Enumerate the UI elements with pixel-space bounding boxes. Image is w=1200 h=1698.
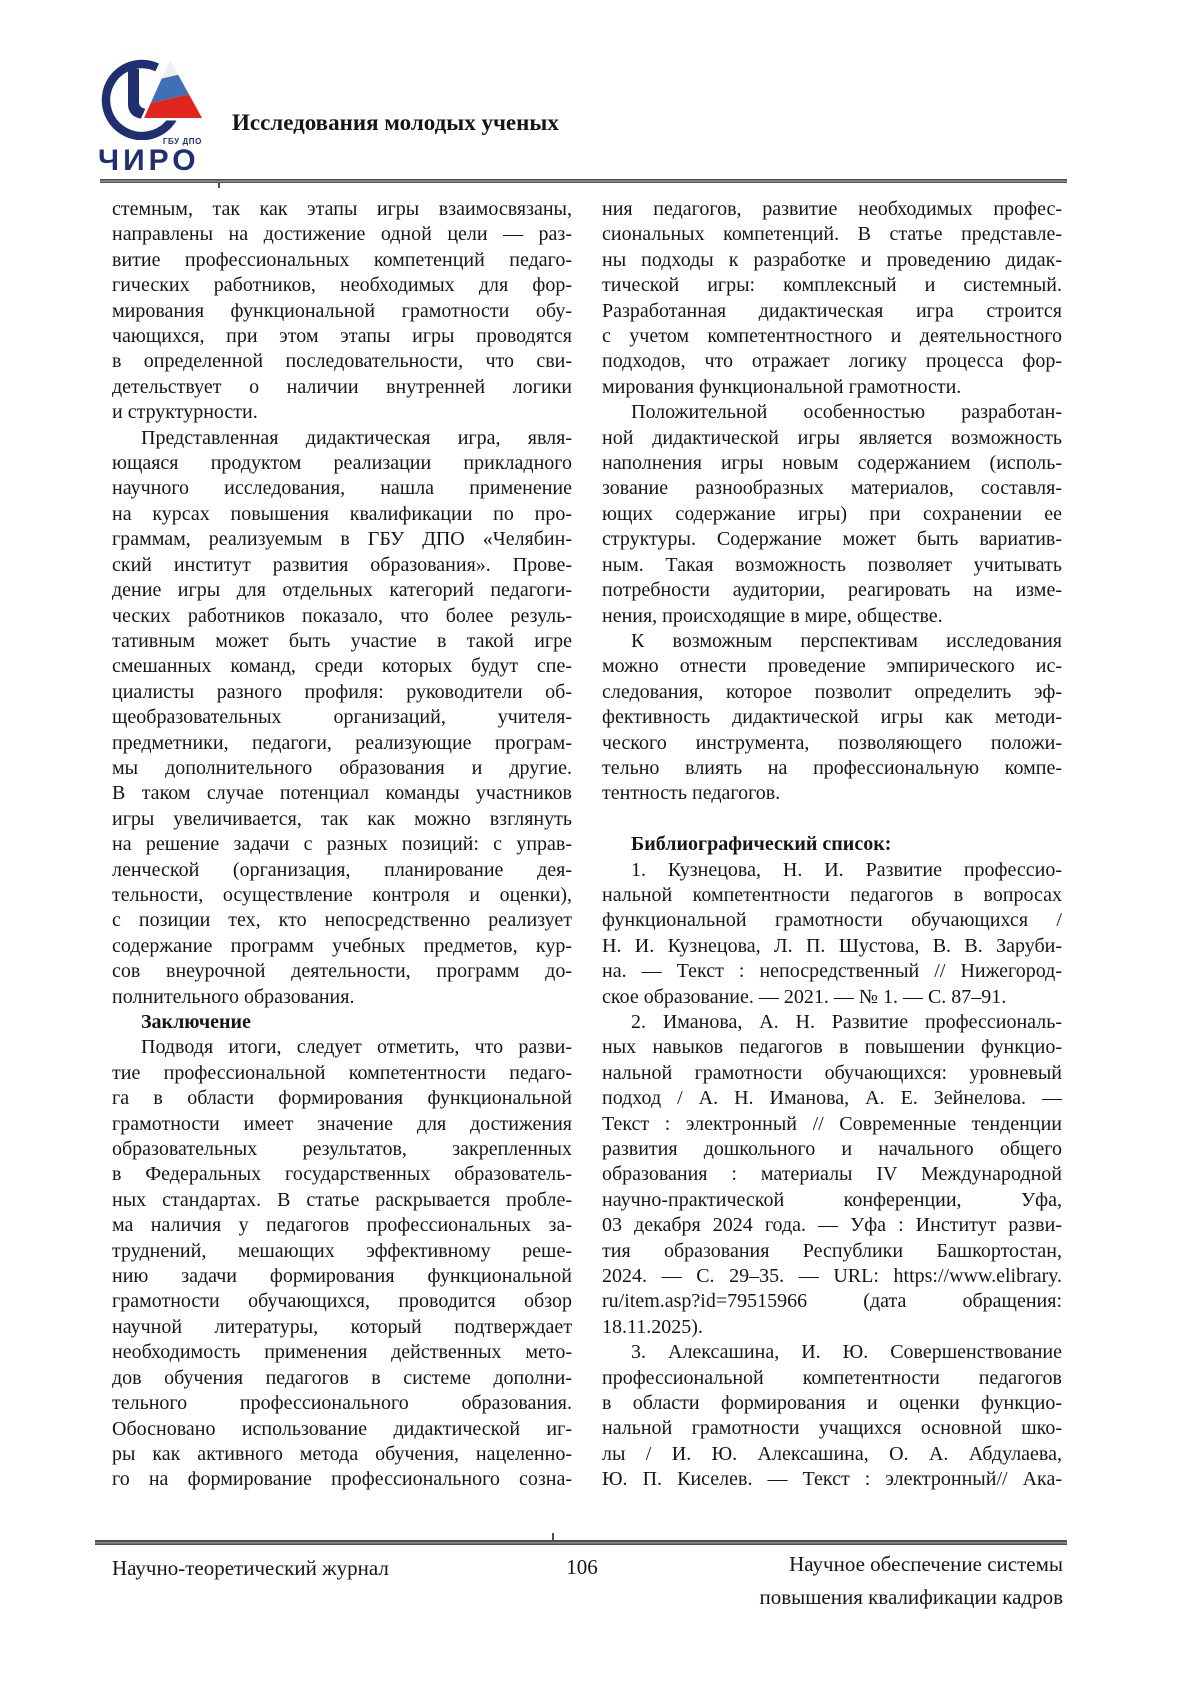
text-line: профессиональной компетентности педагогов [602, 1366, 1062, 1389]
text-line: ское образование. — 2021. — № 1. — С. 87–91. [602, 985, 1007, 1008]
text-line: циалисты разного профиля: руководители об- [112, 680, 572, 703]
header-divider-tick [218, 183, 220, 188]
text-line: нальной грамотности учащихся основной шко- [602, 1417, 1062, 1440]
text-line: научно-практической конференции, Уфа, [602, 1188, 1062, 1211]
text-line: тативным может быть участие в такой игре [112, 629, 572, 652]
text-line: граммам, реализуемым в ГБУ ДПО «Челябин- [112, 528, 572, 551]
logo-org-type-label: ГБУ ДПО [162, 137, 202, 146]
text-line: 2. Иманова, А. Н. Развитие профессиональ- [631, 1010, 1062, 1033]
text-line: тельного профессионального образования. [112, 1392, 572, 1415]
text-line: полнительного образования. [112, 985, 355, 1008]
text-line: зование разнообразных материалов, составля- [602, 477, 1062, 500]
text-line: ющих содержание игры) при сохранении ее [602, 502, 1062, 525]
text-line: с учетом компетентностного и деятельностного [602, 325, 1062, 348]
text-line: тической игры: комплексный и системный. [602, 274, 1062, 297]
text-line: в области формирования и оценки функцио- [602, 1392, 1062, 1415]
text-line: дов обучения педагогов в системе дополни- [112, 1366, 572, 1389]
text-line: на. — Текст : непосредственный // Нижегород- [602, 960, 1062, 983]
text-line: мирования функциональной грамотности обу- [112, 299, 572, 322]
footer-page-number: 106 [566, 1555, 598, 1579]
footer-journal-title-line1: Научное обеспечение системы [789, 1552, 1063, 1576]
footer-divider [95, 1540, 1067, 1545]
paragraph [112, 197, 572, 426]
text-line: детельствует о наличии внутренней логики [112, 375, 572, 398]
text-line: тие профессиональной компетентности педаго- [112, 1061, 572, 1084]
text-line: 1. Кузнецова, Н. И. Развитие профессио- [631, 858, 1062, 881]
text-line: Разработанная дидактическая игра строится [602, 299, 1062, 322]
text-line: образования : материалы IV Международной [602, 1163, 1062, 1186]
text-line: содержание программ учебных предметов, кур- [112, 934, 572, 957]
text-line: Представленная дидактическая игра, явля- [141, 426, 572, 449]
right-column [602, 197, 1062, 1493]
text-line: ния педагогов, развитие необходимых профес- [602, 198, 1062, 220]
text-line: смешанных команд, среди которых будут спе- [112, 655, 572, 678]
paragraph [602, 400, 1062, 629]
text-line: 2024. — С. 29–35. — URL: https://www.elibrary. [602, 1265, 1062, 1288]
text-line: Библиографический список: [631, 833, 892, 856]
text-line: мирования функциональной грамотности. [602, 375, 962, 398]
text-line: ной дидактической игры является возможность [602, 426, 1062, 449]
chiro-logo [98, 54, 212, 176]
text-line: труднений, мешающих эффективному реше- [112, 1239, 572, 1262]
text-line: в Федеральных государственных образователь- [112, 1163, 572, 1186]
text-line: чающихся, при этом этапы игры проводятся [112, 325, 572, 348]
paragraph [112, 426, 572, 1010]
text-line: развития дошкольного и начального общего [602, 1138, 1062, 1161]
text-line: ющаяся продуктом реализации прикладного [112, 452, 572, 475]
text-line: с позиции тех, кто непосредственно реализует [112, 909, 572, 932]
text-line: необходимость применения действенных мето- [112, 1341, 572, 1364]
footer-journal-type: Научно-теоретический журнал [112, 1556, 389, 1580]
text-line: научного исследования, нашла применение [112, 477, 572, 500]
text-line: гических работников, необходимых для фор- [112, 274, 572, 297]
text-line: Ю. П. Киселев. — Текст : электронный// Ака- [602, 1468, 1062, 1491]
text-line: тельности, осуществление контроля и оценки), [112, 883, 572, 906]
text-line: 03 декабря 2024 года. — Уфа : Институт разви- [602, 1214, 1062, 1237]
text-line: ческого инструмента, позволяющего положи- [602, 731, 1062, 754]
text-line: подход / А. Н. Иманова, А. Е. Зейнелова. — [602, 1087, 1062, 1110]
footer-divider-tick [552, 1533, 554, 1540]
logo-acronym-label: ЧИРО [98, 144, 200, 177]
text-line: ческих работников показало, что более резуль- [112, 604, 572, 627]
text-line: тия образования Республики Башкортостан, [602, 1239, 1062, 1262]
paragraph [602, 1340, 1062, 1492]
footer-journal-title [663, 1548, 1063, 1614]
paragraph [112, 1035, 572, 1492]
text-line: игры увеличивается, так как можно взглянуть [112, 807, 572, 830]
text-line: нальной компетентности педагогов в вопросах [602, 883, 1062, 906]
paragraph [602, 1010, 1062, 1340]
text-line: Обосновано использование дидактической иг- [112, 1417, 572, 1440]
text-line: ных навыков педагогов в повышении функцио- [602, 1036, 1062, 1059]
text-line: и структурности. [112, 401, 258, 424]
section-title: Исследования молодых ученых [232, 110, 559, 135]
header-divider [100, 179, 1067, 183]
text-line: ленческой (организация, планирование дея- [112, 858, 572, 881]
text-line: га в области формирования функциональной [112, 1087, 572, 1110]
text-line: щеобразовательных организаций, учителя- [112, 706, 572, 729]
text-line: лы / И. Ю. Алексашина, О. А. Абдулаева, [602, 1442, 1062, 1465]
text-line: можно отнести проведение эмпирического ис- [602, 655, 1062, 678]
text-line: тентность педагогов. [602, 782, 781, 805]
text-line: стемным, так как этапы игры взаимосвязаны, [112, 198, 572, 220]
text-line: научной литературы, который подтверждает [112, 1315, 572, 1338]
section-heading [112, 1010, 572, 1035]
text-line: направлены на достижение одной цели — раз- [112, 223, 572, 246]
text-line: сиональных компетенций. В статье представле- [602, 223, 1062, 246]
text-line: нения, происходящие в мире, обществе. [602, 604, 943, 627]
paragraph [602, 858, 1062, 1010]
text-line: Н. И. Кузнецова, Л. П. Шустова, В. В. Заруби- [602, 934, 1062, 957]
section-heading [602, 832, 1062, 857]
text-line: ры как активного метода обучения, нацеленно- [112, 1442, 572, 1465]
text-line: ru/item.asp?id=79515966 (дата обращения: [602, 1290, 1062, 1313]
text-line: ма наличия у педагогов профессиональных за- [112, 1214, 572, 1237]
text-line: го на формирование профессионального созна- [112, 1468, 572, 1491]
text-line: дение игры для отдельных категорий педагоги- [112, 579, 572, 602]
paragraph [602, 197, 1062, 400]
text-line: подходов, что отражает логику процесса фор- [602, 350, 1062, 373]
text-line: Текст : электронный // Современные тенденции [602, 1112, 1062, 1135]
text-line: предметники, педагоги, реализующие програм- [112, 731, 572, 754]
text-line: ных стандартах. В статье раскрывается пробле- [112, 1188, 572, 1211]
text-line: нию задачи формирования функциональной [112, 1265, 572, 1288]
chiro-emblem-icon [98, 54, 212, 140]
text-line: нальной грамотности обучающихся: уровневый [602, 1061, 1062, 1084]
text-line: тельно влиять на профессиональную компе- [602, 756, 1062, 779]
text-line: на курсах повышения квалификации по про- [112, 502, 572, 525]
text-line: Подводя итоги, следует отметить, что разви- [141, 1036, 572, 1059]
text-line: Положительной особенностью разработан- [631, 401, 1062, 424]
text-line: Заключение [141, 1011, 251, 1033]
text-line: образовательных результатов, закрепленных [112, 1138, 572, 1161]
text-line: 18.11.2025). [602, 1315, 703, 1338]
text-line: ны подходы к разработке и проведению дидак- [602, 248, 1062, 271]
text-line: витие профессиональных компетенций педаго- [112, 248, 572, 271]
text-line: потребности аудитории, реагировать на изме- [602, 579, 1062, 602]
text-line: грамотности имеет значение для достижения [112, 1112, 572, 1135]
text-line: сов внеурочной деятельности, программ до- [112, 960, 572, 983]
text-line: следования, которое позволит определить эф- [602, 680, 1062, 703]
text-line: 3. Алексашина, И. Ю. Совершенствование [631, 1341, 1062, 1364]
text-line: ский институт развития образования». Прове- [112, 553, 572, 576]
footer-journal-title-line2: повышения квалификации кадров [759, 1585, 1063, 1609]
text-line: фективность дидактической игры как методи- [602, 706, 1062, 729]
text-line: структуры. Содержание может быть вариатив- [602, 528, 1062, 551]
text-line: наполнения игры новым содержанием (исполь- [602, 452, 1062, 475]
text-line: мы дополнительного образования и другие. [112, 756, 572, 779]
text-line: на решение задачи с разных позиций: с управ- [112, 833, 572, 856]
text-line: в определенной последовательности, что сви- [112, 350, 572, 373]
text-line: грамотности обучающихся, проводится обзор [112, 1290, 572, 1313]
left-column [112, 197, 572, 1493]
text-line: функциональной грамотности обучающихся / [602, 909, 1062, 932]
text-line: К возможным перспективам исследования [631, 629, 1062, 652]
article-body [112, 197, 1062, 1493]
text-line: ным. Такая возможность позволяет учитывать [602, 553, 1062, 576]
text-line: В таком случае потенциал команды участников [112, 782, 572, 805]
paragraph [602, 629, 1062, 807]
